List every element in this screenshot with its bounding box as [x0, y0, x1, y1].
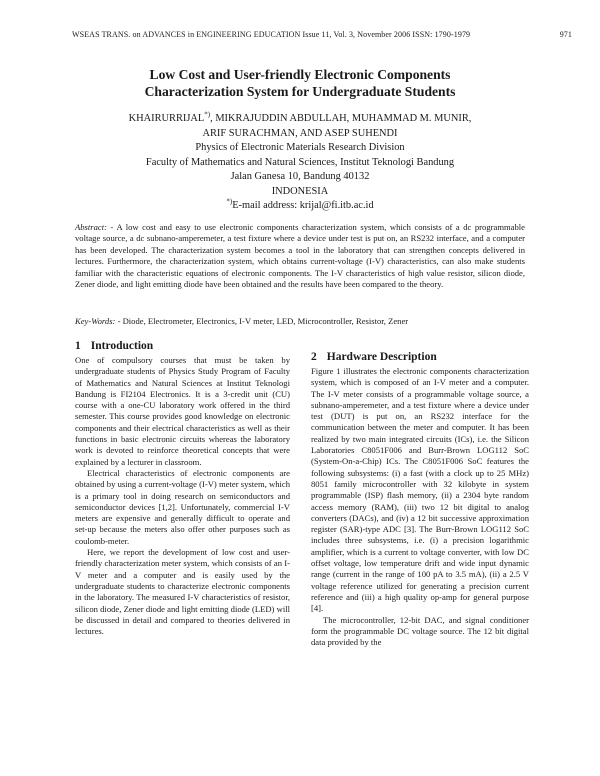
- email-line: [60, 199, 540, 214]
- intro-paragraph-1: One of compulsory courses that must be taken by undergraduate students of Physics Study Program of Faculty of Mathematics and Natural Sciences at Institut Teknologi Bandung is FI2104 Electronics. It is a 3-credit unit (CU) course with a one-CU laboratory work offered in the third semester. This course provides good knowledge on electronic components and their electrical characteristics as well as their functions in basic electronic circuits whereas the laboratory work is devoted to reinforce theoretical concepts that were explained by a lecturer in classroom.: [75, 355, 290, 467]
- affiliation-faculty: Faculty of Mathematics and Natural Sciences, Institut Teknologi Bandung: [145, 156, 455, 168]
- page-number: 971: [559, 30, 572, 39]
- coauthors: , MIKRAJUDDIN ABDULLAH, MUHAMMAD M. MUNIR,: [210, 113, 472, 124]
- email-mark: *): [226, 197, 233, 206]
- affiliation-address: Jalan Ganesa 10, Bandung 40132: [230, 171, 370, 182]
- section-heading-introduction: [75, 339, 290, 353]
- abstract-text: - A low cost and easy to use electronic components characterization system, which consists of a dc programmable voltage source, a dc subnano-amperemeter, a test fixture where a device under test is put on, an RS232 interface, and a computer has been developed. The characterization system becomes a tool in the laboratory that can strengthen concepts delivered in lectures. Furthermore, the characterization system, which obtains current-voltage (I-V) characteristics, can also make students familiar with the characteristic equations of electronic components. The I-V characteristics of high value resistor, silicon diode, Zener diode, and light emitting diode have been obtained and the results have been compared to the theory.: [75, 222, 525, 290]
- keywords: [75, 316, 535, 327]
- section-title: Introduction: [90, 340, 154, 352]
- hardware-paragraph-1: Figure 1 illustrates the electronic components characterization system, which is composed of an I-V meter and a computer. The I-V meter consists of a programmable voltage source, a subnano-amperemeter, and a test fixture where a device under test (DUT) is put on, an RS232 interface for the communication between the meter and computer. It has been realized by two main integrated circuits (ICs), i.e. the Silicon Laboratories C8051F006 and Burr-Brown LOG112 SoC (System-On-a-Chip) ICs. The C8051F006 SoC features the following subsystems: (i) a fast (with a clock up to 25 MHz) 8051 family microcontroller with 32 kilobyte in system programmable (ISP) flash memory, (ii) a 2304 byte random access memory (RAM), (iii) two 12 bit digital to analog converters (DACs), and (iv) a 12 bit successive approximation register (SAR)-type ADC [3]. The Burr-Brown LOG112 SoC includes three subsystems, i.e. (i) a precision logarithmic amplifier, which is a current to voltage converter, with low DC offset voltage, low temperature drift and wide input dynamic range (current in the range of 100 pA to 3.5 mA), (ii) a 2.5 V voltage reference utilized for generating a precision current reference and (iii) a high quality op-amp for general purpose [4].: [311, 366, 529, 614]
- authors-line-2: ARIF SURACHMAN, AND ASEP SUHENDI: [202, 127, 398, 139]
- first-author: KHAIRURRIJAL: [128, 113, 205, 124]
- section-number: 2: [311, 351, 317, 363]
- authors-line-1: [60, 112, 540, 127]
- section-number: 1: [75, 340, 81, 352]
- section-title: Hardware Description: [326, 351, 437, 363]
- email-address: E-mail address: krijal@fi.itb.ac.id: [232, 200, 374, 211]
- intro-paragraph-2: Electrical characteristics of electronic components are obtained by using a current-voltage (I-V) meter system, which is a primary tool in doing research on semiconductors and semiconductor devices [1,2]. Unfortunately, commercial I-V meters are expensive and generally difficult to operate and set-up because the meters also offer other purposes such as coulomb-meter.: [75, 467, 290, 546]
- right-column: [311, 350, 529, 648]
- abstract-label: Abstract:: [75, 222, 107, 232]
- paper-title: [60, 66, 540, 100]
- keywords-text: - Diode, Electrometer, Electronics, I-V meter, LED, Microcontroller, Resistor, Zener: [115, 316, 409, 326]
- section-heading-hardware: [311, 350, 529, 364]
- hardware-paragraph-2: The microcontroller, 12-bit DAC, and signal conditioner form the programmable DC voltage source. The 12 bit digital data provided by the: [311, 614, 529, 648]
- title-line-2: Characterization System for Undergraduate Students: [144, 84, 456, 99]
- affiliation-country: INDONESIA: [271, 185, 329, 197]
- affiliation-division: Physics of Electronic Materials Research Division: [195, 142, 405, 153]
- abstract: [75, 222, 525, 290]
- corresponding-mark: *): [204, 110, 211, 119]
- left-column: [75, 339, 290, 637]
- running-header: [72, 30, 572, 39]
- title-line-1: Low Cost and User-friendly Electronic Components: [149, 67, 451, 82]
- running-head-text: WSEAS TRANS. on ADVANCES in ENGINEERING EDUCATION Issue 11, Vol. 3, November 2006 ISSN: 1790-1979: [72, 30, 471, 39]
- author-block: [60, 112, 540, 214]
- intro-paragraph-3: Here, we report the development of low cost and user-friendly characterization meter system, which consists of an I-V meter and a computer and is easily used by the undergraduate students to characterize electronic components in the laboratory. The measured I-V characteristics of resistor, silicon diode, Zener diode and light emitting diode (LED) will be discussed in detail and compared to theories delivered in lectures.: [75, 547, 290, 637]
- keywords-label: Key-Words:: [75, 316, 116, 326]
